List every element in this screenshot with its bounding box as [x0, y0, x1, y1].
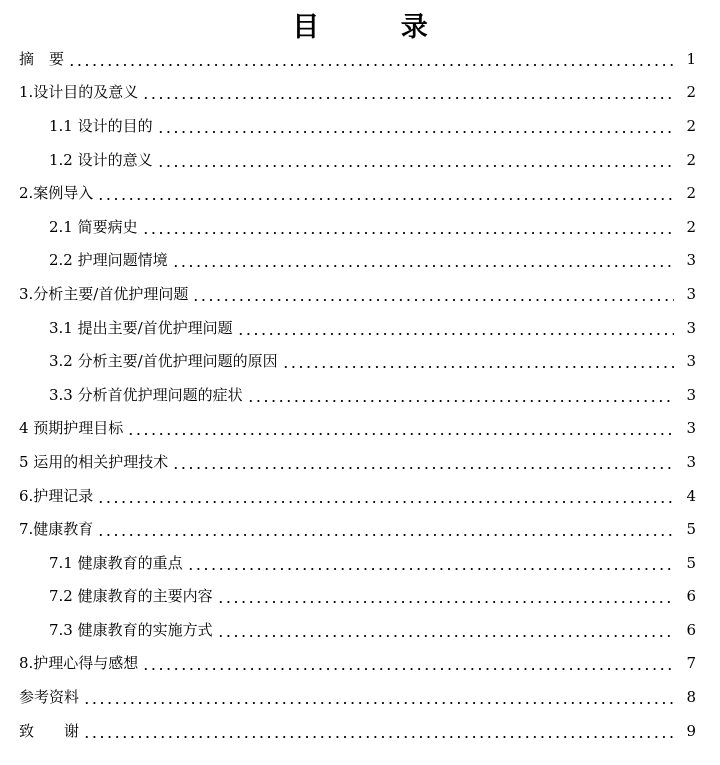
toc-entry-label: 2.1 简要病史: [49, 217, 138, 236]
toc-page-number: 3: [686, 385, 696, 404]
toc-page-number: 2: [686, 150, 696, 169]
toc-entry[interactable]: [0, 344, 720, 378]
dot-leader: [247, 385, 674, 405]
toc-entry[interactable]: [0, 42, 720, 76]
toc-page-number: 6: [686, 620, 696, 639]
toc-entry[interactable]: [0, 714, 720, 748]
toc-entry-label: 7.3 健康教育的实施方式: [49, 620, 213, 639]
toc-page-number: 9: [686, 721, 696, 740]
dot-leader: [172, 452, 674, 472]
dot-leader: [217, 620, 674, 640]
toc-entry[interactable]: [0, 378, 720, 412]
toc-entry-label: 7.1 健康教育的重点: [49, 553, 183, 572]
dot-leader: [83, 721, 674, 741]
dot-leader: [157, 150, 674, 170]
toc-page-number: 3: [686, 352, 696, 371]
toc-entry-label: 1.设计目的及意义: [19, 83, 139, 102]
toc-entry[interactable]: [0, 512, 720, 546]
toc-title: 目 录: [292, 12, 464, 43]
toc-entry-label: 1.1 设计的目的: [49, 116, 153, 135]
toc-entry[interactable]: [0, 479, 720, 513]
toc-page-number: 3: [686, 251, 696, 270]
toc-page-number: 6: [686, 587, 696, 606]
toc-entry-label: 2.案例导入: [19, 184, 94, 203]
dot-leader: [142, 82, 674, 102]
toc-page-number: 3: [686, 452, 696, 471]
toc-entry[interactable]: [0, 176, 720, 210]
dot-leader: [97, 519, 674, 539]
toc-entry[interactable]: [0, 76, 720, 110]
toc-entry[interactable]: [0, 445, 720, 479]
toc-entry[interactable]: [0, 613, 720, 647]
toc-page-number: 2: [686, 217, 696, 236]
toc-page-number: 1: [686, 49, 696, 68]
toc-page-number: 2: [686, 184, 696, 203]
toc-page-number: 2: [686, 116, 696, 135]
toc-entry-label: 致 谢: [19, 721, 80, 740]
toc-page-number: 2: [686, 83, 696, 102]
toc-entry-label: 3.分析主要/首优护理问题: [19, 284, 189, 303]
dot-leader: [157, 116, 674, 136]
toc-page-number: 4: [686, 486, 696, 505]
toc-entry-label: 7.2 健康教育的主要内容: [49, 587, 213, 606]
toc-entry-label: 3.3 分析首优护理问题的症状: [49, 385, 243, 404]
toc-page-number: 7: [686, 654, 696, 673]
dot-leader: [237, 318, 674, 338]
dot-leader: [187, 553, 674, 573]
dot-leader: [127, 418, 674, 438]
toc-entry[interactable]: [0, 143, 720, 177]
dot-leader: [192, 284, 674, 304]
toc-entry[interactable]: [0, 210, 720, 244]
toc-page-number: 8: [686, 688, 696, 707]
toc-entry-label: 3.1 提出主要/首优护理问题: [49, 318, 233, 337]
toc-entry-label: 参考资料: [19, 688, 80, 707]
toc-list: [0, 42, 720, 747]
dot-leader: [97, 183, 674, 203]
toc-entry-label: 3.2 分析主要/首优护理问题的原因: [49, 352, 278, 371]
dot-leader: [142, 217, 674, 237]
dot-leader: [172, 250, 674, 270]
toc-entry[interactable]: [0, 109, 720, 143]
dot-leader: [282, 351, 674, 371]
toc-entry[interactable]: [0, 311, 720, 345]
toc-entry-label: 1.2 设计的意义: [49, 150, 153, 169]
toc-page-number: 3: [686, 419, 696, 438]
dot-leader: [83, 687, 674, 707]
toc-entry[interactable]: [0, 680, 720, 714]
toc-entry-label: 4 预期护理目标: [19, 419, 124, 438]
toc-entry-label: 6.护理记录: [19, 486, 94, 505]
toc-entry[interactable]: [0, 244, 720, 278]
toc-entry[interactable]: [0, 412, 720, 446]
toc-page-number: 3: [686, 284, 696, 303]
toc-entry-label: 摘 要: [19, 49, 65, 68]
toc-page-number: 5: [686, 520, 696, 539]
toc-page-number: 3: [686, 318, 696, 337]
dot-leader: [97, 486, 674, 506]
dot-leader: [68, 49, 674, 69]
toc-entry-label: 7.健康教育: [19, 520, 94, 539]
toc-entry-label: 8.护理心得与感想: [19, 654, 139, 673]
toc-entry[interactable]: [0, 546, 720, 580]
toc-entry-label: 5 运用的相关护理技术: [19, 452, 169, 471]
dot-leader: [217, 586, 674, 606]
toc-page-number: 5: [686, 553, 696, 572]
toc-entry[interactable]: [0, 580, 720, 614]
toc-entry[interactable]: [0, 277, 720, 311]
toc-entry[interactable]: [0, 647, 720, 681]
dot-leader: [142, 653, 674, 673]
toc-entry-label: 2.2 护理问题情境: [49, 251, 168, 270]
